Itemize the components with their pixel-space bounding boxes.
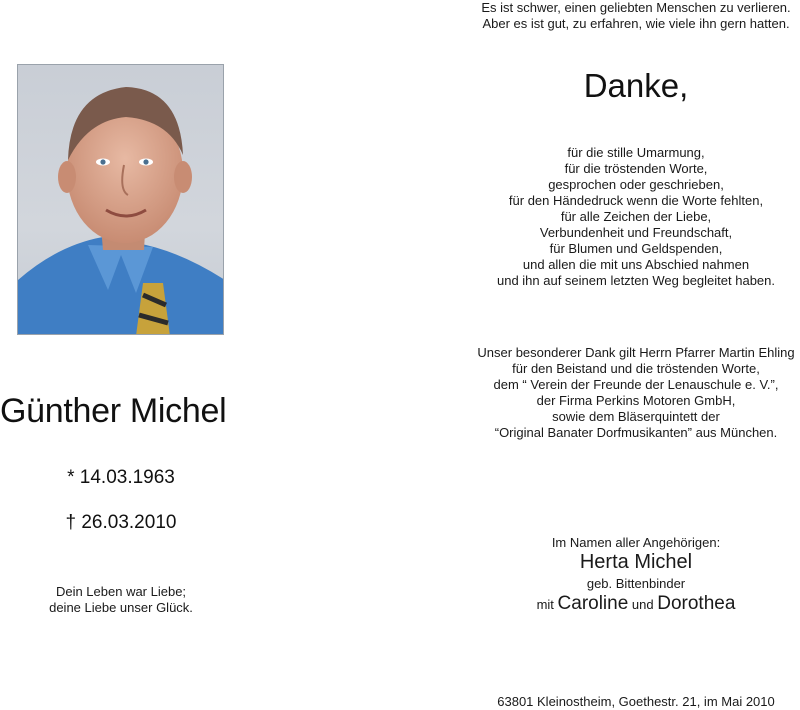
motto-line-2: deine Liebe unser Glück. (49, 600, 193, 615)
thanks-line-9: und ihn auf seinem letzten Weg begleitet haben. (496, 273, 775, 288)
address-footer: 63801 Kleinostheim, Goethestr. 21, im Mai 2010 (497, 694, 775, 709)
mit-word: mit (536, 597, 554, 612)
motto-line-1: Dein Leben war Liebe; (55, 584, 187, 599)
thanks-line-5: für alle Zeichen der Liebe, (560, 209, 712, 224)
thanks-line-3: gesprochen oder geschrieben, (548, 177, 724, 192)
maiden-name: geb. Bittenbinder (586, 576, 686, 591)
thanks-line-4: für den Händedruck wenn die Worte fehlten, (508, 193, 764, 208)
special-line-6: “Original Banater Dorfmusikanten” aus München. (494, 425, 778, 440)
special-line-1: Unser besonderer Dank gilt Herrn Pfarrer Martin Ehling (477, 345, 795, 360)
thanks-line-7: für Blumen und Geldspenden, (549, 241, 723, 256)
child-name-1: Caroline (557, 593, 629, 614)
special-line-2: für den Beistand und die tröstenden Worte, (512, 361, 760, 376)
thanks-line-8: und allen die mit uns Abschied nahmen (522, 257, 750, 272)
family-intro: Im Namen aller Angehörigen: (551, 535, 721, 550)
und-word: und (631, 597, 654, 612)
deceased-name: Günther Michel (0, 392, 227, 430)
special-line-3: dem “ Verein der Freunde der Lenauschule e. V.”, (493, 377, 779, 392)
widow-name: Herta Michel (579, 551, 693, 573)
thanks-line-6: Verbundenheit und Freundschaft, (539, 225, 733, 240)
special-line-4: der Firma Perkins Motoren GmbH, (536, 393, 736, 408)
intro-line-2: Aber es ist gut, zu erfahren, wie viele ihn gern hatten. (482, 16, 790, 31)
death-date: † 26.03.2010 (65, 512, 177, 533)
thanks-line-1: für die stille Umarmung, (567, 145, 705, 160)
thanks-line-2: für die tröstenden Worte, (564, 161, 708, 176)
special-line-5: sowie dem Bläserquintett der (552, 409, 720, 424)
portrait-illustration (18, 65, 224, 335)
children-line (470, 592, 800, 617)
birth-date: * 14.03.1963 (67, 467, 175, 488)
danke-heading: Danke, (583, 67, 689, 104)
portrait-photo (17, 64, 224, 335)
intro-line-1: Es ist schwer, einen geliebten Menschen zu verlieren. (481, 0, 791, 15)
child-name-2: Dorothea (657, 593, 736, 614)
